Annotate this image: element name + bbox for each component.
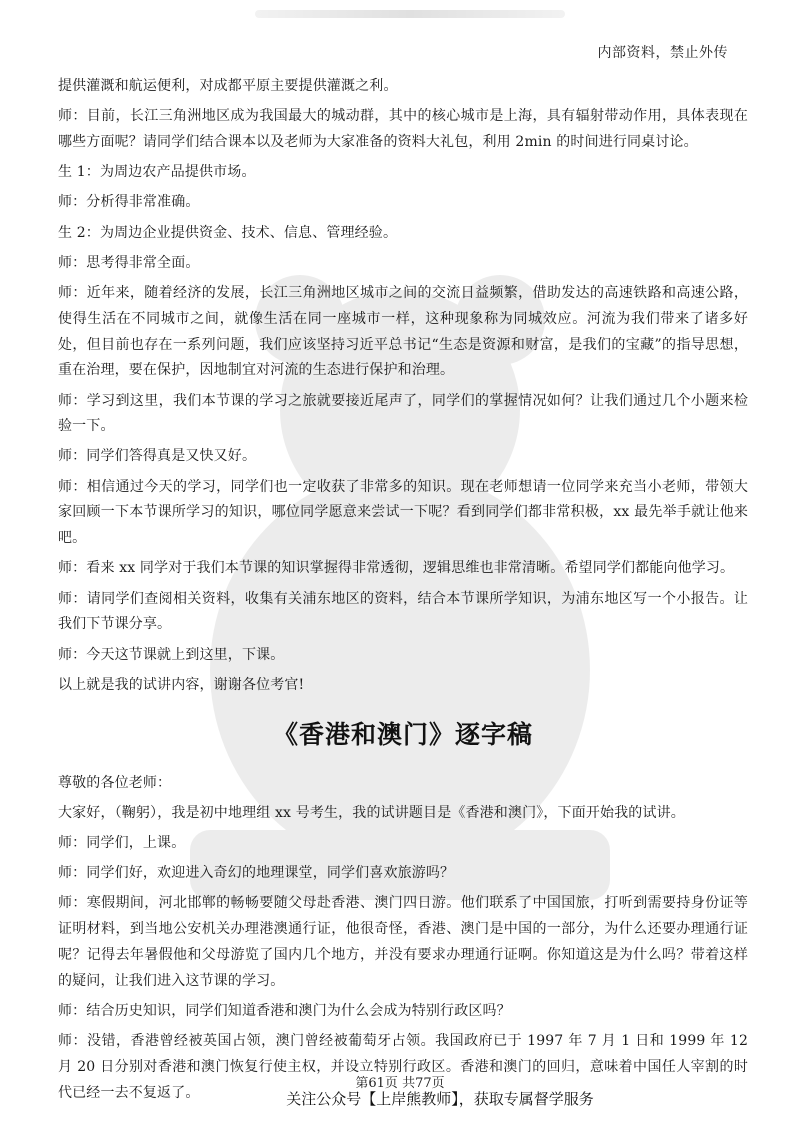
- document-body: [58, 74, 748, 1111]
- paragraph: 师：结合历史知识，同学们知道香港和澳门为什么会成为特别行政区吗？: [58, 1002, 511, 1019]
- footer-promo: 关注公众号【上岸熊教师】，获取专属督学服务: [286, 1090, 594, 1108]
- confidential-note: 内部资料，禁止外传: [597, 45, 728, 61]
- paragraph: 师：今天这节课就上到这里，下课。: [58, 646, 285, 663]
- paragraph: 师：同学们答得真是又快又好。: [58, 448, 257, 465]
- paragraph: 师：相信通过今天的学习，同学们也一定收获了非常多的知识。现在老师想请一位同学来充当小老师，带领大家回顾一下本节课所学习的知识，哪位同学愿意来尝试一下呢？看到同学们都非常积极，xx 最先举手就让他来吧。: [58, 478, 748, 547]
- paragraph: 大家好，（鞠躬），我是初中地理组 xx 号考生，我的试讲题目是《香港和澳门》，下面开始我的试讲。: [58, 804, 685, 821]
- paragraph: 师：请同学们查阅相关资料，收集有关浦东地区的资料，结合本节课所学知识，为浦东地区写一个小报告。让我们下节课分享。: [58, 590, 748, 633]
- top-scan-artifact: [255, 10, 565, 18]
- paragraph: 生 2：为周边企业提供资金、技术、信息、管理经验。: [58, 224, 398, 241]
- section-title: 《香港和澳门》逐字稿: [272, 719, 533, 749]
- paragraph: 师：目前，长江三角洲地区成为我国最大的城动群，其中的核心城市是上海，具有辐射带动作用，具体表现在哪些方面呢？请同学们结合课本以及老师为大家准备的资料大礼包，利用 2min 的时间进行同桌讨论。: [58, 108, 748, 150]
- paragraph: 师：思考得非常全面。: [58, 254, 200, 271]
- paragraph: 师：寒假期间，河北邯郸的畅畅要随父母赴香港、澳门四日游。他们联系了中国国旅，打听到需要持身份证等证明材料，到当地公安机关办理港澳通行证，他很奇怪，香港、澳门是中国的一部分，为什么还要办理通行证呢？记得去年暑假他和父母游览了国内几个地方，并没有要求办理通行证啊。你知道这是为什么吗？带着这样的疑问，让我们进入这节课的学习。: [58, 895, 748, 989]
- paragraph: 师：近年来，随着经济的发展，长江三角洲地区城市之间的交流日益频繁，借助发达的高速铁路和高速公路，使得生活在不同城市之间，就像生活在同一座城市一样，这种现象称为同城效应。河流为我们带来了诸多好处，但目前也存在一系列问题，我们应该坚持习近平总书记“生态是资源和财富，是我们的宝藏”的指导思想，重在治理，要在保护，因地制宜对河流的生态进行保护和治理。: [58, 284, 748, 379]
- paragraph: 师：看来 xx 同学对于我们本节课的知识掌握得非常透彻，逻辑思维也非常清晰。希望同学们都能向他学习。: [58, 560, 735, 577]
- page-number: 第61页 共77页: [355, 1076, 445, 1091]
- paragraph: 师：学习到这里，我们本节课的学习之旅就要接近尾声了，同学们的掌握情况如何？让我们通过几个小题来检验一下。: [58, 392, 748, 435]
- paragraph: 提供灌溉和航运便利，对成都平原主要提供灌溉之利。: [58, 78, 398, 94]
- paragraph: 师：同学们，上课。: [58, 834, 186, 851]
- paragraph: 师：分析得非常准确。: [58, 194, 200, 211]
- paragraph: 师：没错，香港曾经被英国占领，澳门曾经被葡萄牙占领。我国政府已于 1997 年 7 月 1 日和 1999 年 12 月 20 日分别对香港和澳门恢复行使主权，并设立特别行政区。香港和澳门的回归，意味着中国任人宰割的时代已经一去不复返了。: [58, 1033, 748, 1101]
- paragraph: 以上就是我的试讲内容，谢谢各位考官!: [58, 676, 305, 693]
- paragraph: 尊敬的各位老师：: [58, 774, 172, 791]
- paragraph: 生 1：为周边农产品提供市场。: [58, 164, 256, 181]
- paragraph: 师：同学们好，欢迎进入奇幻的地理课堂，同学们喜欢旅游吗？: [58, 865, 455, 882]
